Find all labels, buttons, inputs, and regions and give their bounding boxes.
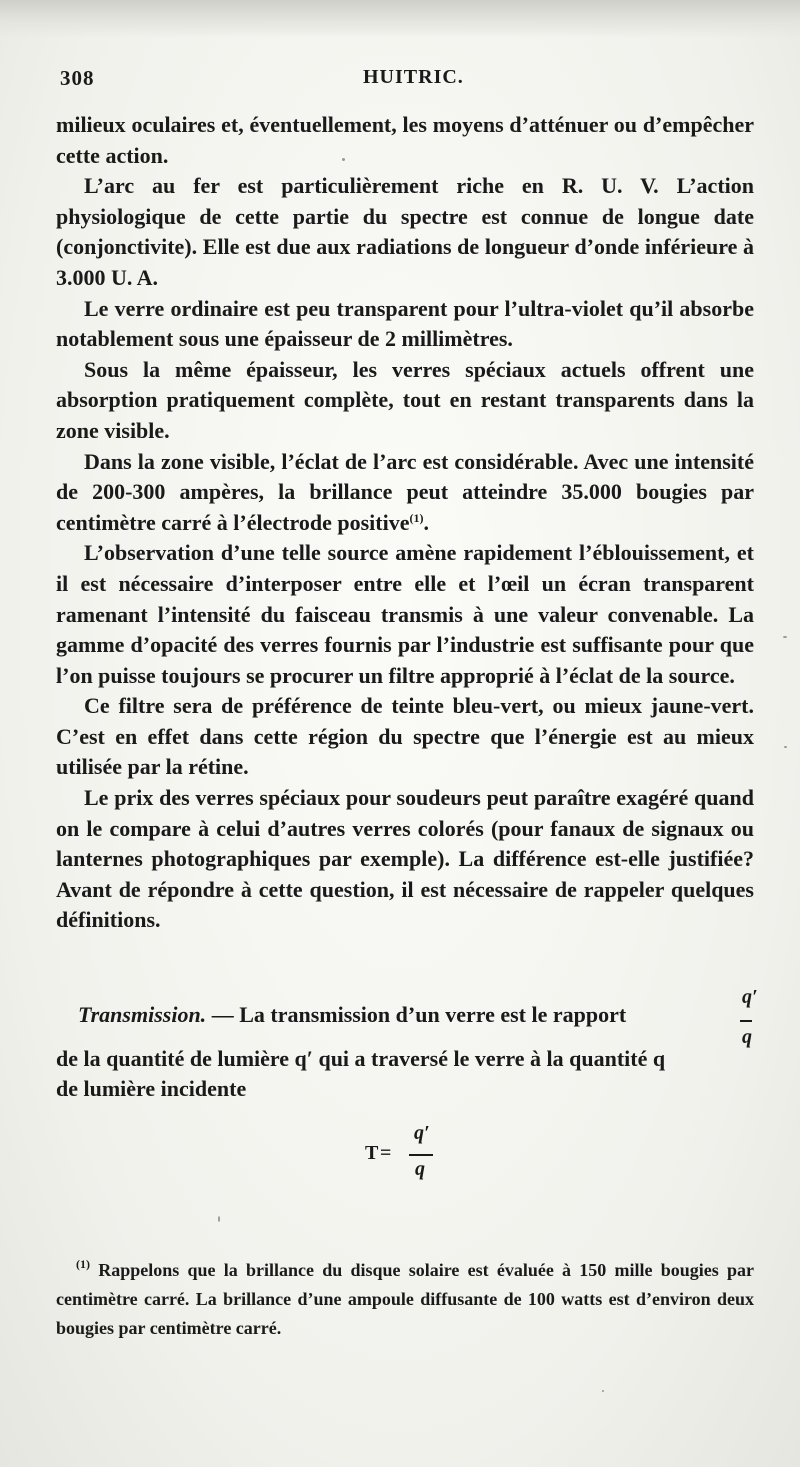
formula-equals: = bbox=[380, 1142, 392, 1164]
paragraph-continued: milieux oculaires et, éventuellement, les moyens d’atténuer ou d’empêcher cette action. bbox=[56, 112, 754, 168]
paragraph: L’observation d’une telle source amène rapidement l’éblouissement, et il est nécessaire d’interposer entre elle et l’œil un écran transparent ramenant l’intensité du faisceau transmis à une valeur convenable. La gamme d’opacité des verres fournis par l’industrie est suffisante pour que l’on puisse toujours se procurer un filtre approprié à l’éclat de la source. bbox=[56, 540, 754, 688]
formula-numerator: q′ bbox=[414, 1122, 430, 1144]
paragraph: L’arc au fer est particulièrement riche en R. U. V. L’action physiologique de cette partie du spectre est connue de longue date (conjonctivite). Elle est due aux radiations de longueur d’onde inférieure à 3.000 U. A. bbox=[56, 173, 754, 290]
paragraph-with-footnote: Dans la zone visible, l’éclat de l’arc est considérable. Avec une intensité de 200-300 ampères, la brillance peut atteindre 35.000 bougies par centimètre carré à l’électrode positive$^{(1)}$. bbox=[56, 448, 754, 535]
page-header bbox=[58, 66, 753, 94]
transmission-formula bbox=[365, 1122, 445, 1192]
body-text bbox=[56, 110, 754, 936]
scan-speck bbox=[783, 636, 787, 638]
footnote-marker: (1) bbox=[76, 1257, 90, 1271]
definition-line bbox=[78, 1000, 738, 1031]
paragraph: Le verre ordinaire est peu transparent pour l’ultra-violet qu’il absorbe notablement sous une épaisseur de 2 millimètres. bbox=[56, 295, 754, 352]
scan-speck bbox=[602, 1390, 604, 1392]
scan-speck bbox=[218, 1216, 220, 1222]
fraction-numerator: q′ bbox=[742, 986, 758, 1008]
footnote bbox=[56, 1256, 754, 1343]
footnote-reference: (1) bbox=[409, 510, 424, 525]
page-number: 308 bbox=[60, 66, 95, 90]
paragraph: Le prix des verres spéciaux pour soudeurs peut paraître exagéré quand on le compare à celui d’autres verres colorés (pour fanaux de signaux ou lanternes photographiques par exemple). La différence est-elle justifiée? Avant de répondre à cette question, il est nécessaire de rappeler quelques définitions. bbox=[56, 785, 754, 933]
formula-denominator: q bbox=[415, 1158, 425, 1180]
scan-speck bbox=[784, 746, 787, 748]
footnote-paragraph bbox=[56, 1256, 754, 1343]
paragraph: Sous la même épaisseur, les verres spéciaux actuels offrent une absorption pratiquement complète, tout en restant transparents dans la zone visible. bbox=[56, 356, 754, 443]
definition-text: — La transmission d’un verre est le rapport bbox=[206, 1002, 627, 1027]
definition-line: de la quantité de lumière q′ qui a traversé le verre à la quantité q bbox=[56, 1046, 666, 1071]
fraction-denominator: q bbox=[742, 1026, 752, 1048]
footnote-text: Rappelons que la brillance du disque solaire est évaluée à 150 mille bougies par centimètre carré. La brillance d’une ampoule diffusante de 100 watts est d’environ deux bougies par centimètre carré. bbox=[56, 1260, 754, 1338]
paragraph: Ce filtre sera de préférence de teinte bleu-vert, ou mieux jaune-vert. C’est en effet dans cette région du spectre que l’énergie est au mieux utilisée par la rétine. bbox=[56, 693, 754, 780]
definition-block bbox=[56, 976, 758, 1116]
scan-speck bbox=[342, 158, 345, 161]
formula-fraction-bar bbox=[409, 1154, 433, 1156]
scan-edge-shadow bbox=[0, 0, 800, 38]
definition-line: de lumière incidente bbox=[56, 1076, 247, 1101]
paragraph-text: Dans la zone visible, l’éclat de l’arc est considérable. Avec une intensité de 200-300 ampères, la brillance peut atteindre 35.000 bougies par centimètre carré à l’électrode positive bbox=[56, 448, 754, 535]
definition-term: Transmission. bbox=[78, 1002, 207, 1027]
formula-lhs: T bbox=[365, 1142, 379, 1164]
running-head: HUITRIC. bbox=[363, 66, 464, 88]
